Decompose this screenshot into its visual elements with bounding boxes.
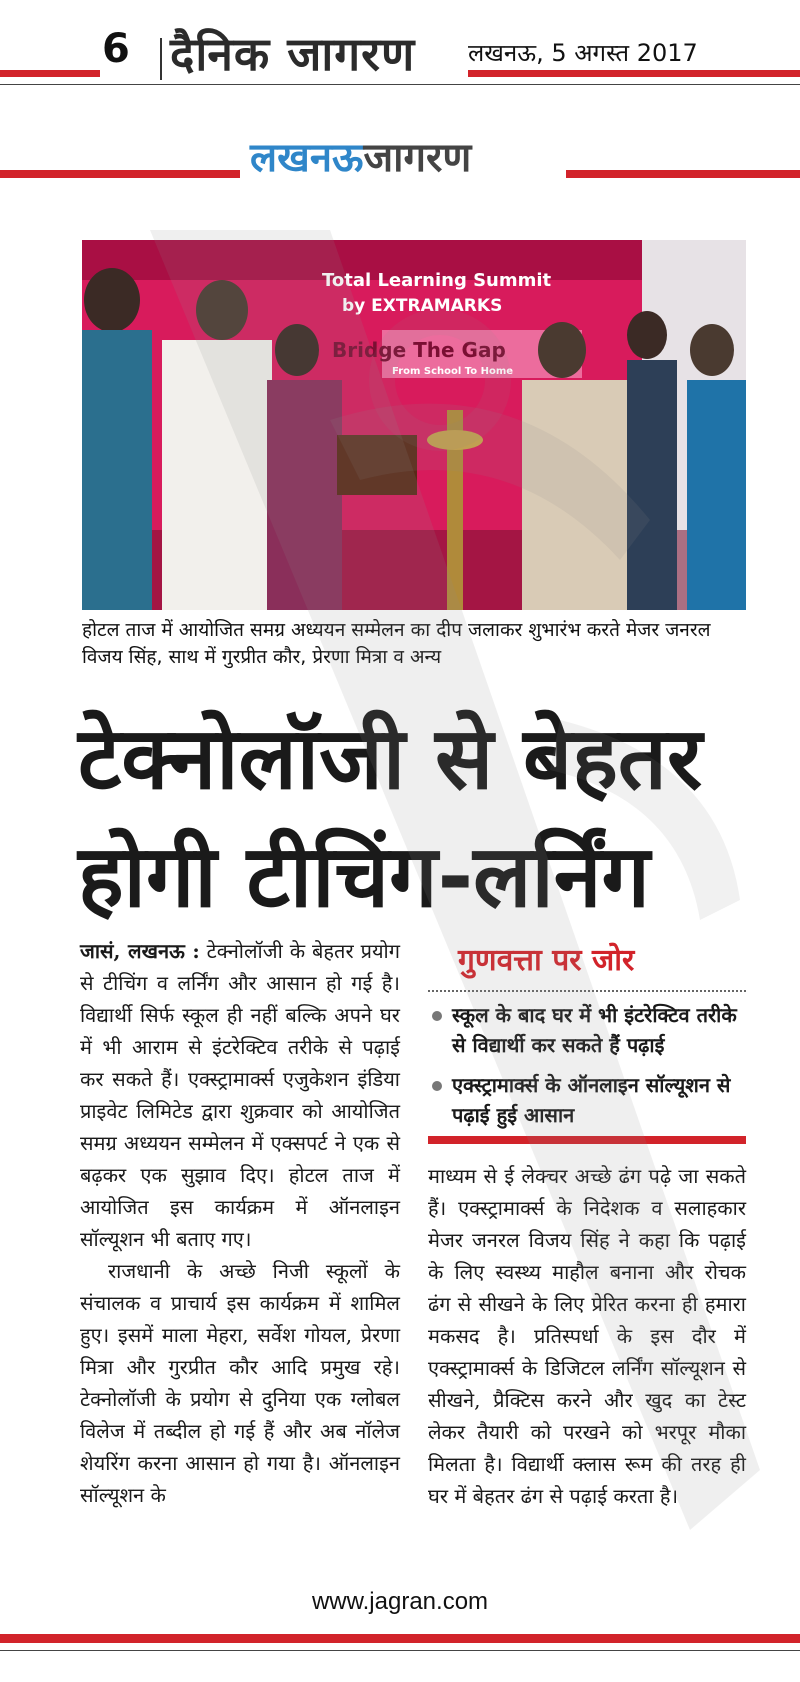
article-paragraph-1: टेक्नोलॉजी के बेहतर प्रयोग से टीचिंग व लर्निंग और आसान हो गई है। विद्यार्थी सिर्फ स्कूल ही नहीं बल्कि अपने घर में भी आराम से इंटरेक्टिव तरीके से पढ़ाई कर सकते हैं। एक्स्ट्रामार्क्स एजुकेशन इंडिया प्राइवेट लिमिटेड द्वारा शुक्रवार को आयोजित समग्र अध्ययन सम्मेलन में एक्सपर्ट ने एक से बढ़कर एक सुझाव दिए। होटल ताज में आयोजित इस कार्यक्रम में ऑनलाइन सॉल्यूशन भी बताए गए। <box>80 939 400 1251</box>
article-column-right <box>428 1160 746 1512</box>
sidebar-title: गुणवत्ता पर जोर <box>458 943 635 978</box>
headline-line-2: होगी टीचिंग-लर्निंग <box>78 827 650 927</box>
section-brand <box>250 128 471 183</box>
section-brand-name: जागरण <box>363 135 472 181</box>
byline: जासं, लखनऊ : <box>80 939 200 963</box>
event-photo <box>82 240 746 610</box>
headline-line-1: टेक्नोलॉजी से बेहतर <box>78 709 703 809</box>
section-right-band <box>566 170 800 178</box>
banner-line-2: by EXTRAMARKS <box>342 296 503 316</box>
masthead-left-band <box>0 70 100 77</box>
masthead-divider <box>160 38 162 80</box>
footer-rule <box>0 1650 800 1651</box>
footer-url: www.jagran.com <box>311 1588 489 1615</box>
newspaper-name: दैनिक जागरण <box>170 27 416 81</box>
banner-line-1: Total Learning Summit <box>322 270 552 291</box>
masthead-right-band <box>468 70 800 77</box>
page-number: 6 <box>102 26 130 72</box>
article-paragraph-3: माध्यम से ई लेक्चर अच्छे ढंग पढ़े जा सकते हैं। एक्स्ट्रामार्क्स के निदेशक व सलाहकार मेजर जनरल विजय सिंह ने कहा कि पढ़ाई के लिए स्वस्थ्य माहौल बनाना और रोचक ढंग से सीखने के लिए प्रेरित करना ही हमारा मकसद है। प्रतिस्पर्धा के इस दौर में एक्स्ट्रामार्क्स के डिजिटल लर्निंग सॉल्यूशन से सीखने, प्रैक्टिस करने और खुद का टेस्ट लेकर तैयारी को परखने को भरपूर मौका मिलता है। विद्यार्थी क्लास रूम की तरह ही घर में बेहतर ढंग से पढ़ाई करता है। <box>428 1164 746 1508</box>
article-column-left <box>80 935 400 1511</box>
photo-caption: होटल ताज में आयोजित समग्र अध्ययन सम्मेलन का दीप जलाकर शुभारंभ करते मेजर जनरल विजय सिंह, साथ में गुरप्रीत कौर, प्रेरणा मित्रा व अन्य <box>82 619 711 668</box>
sidebar-point-1: स्कूल के बाद घर में भी इंटरेक्टिव तरीके से विद्यार्थी कर सकते हैं पढ़ाई <box>430 1000 748 1060</box>
sidebar-point-2: एक्स्ट्रामार्क्स के ऑनलाइन सॉल्यूशन से पढ़ाई हुई आसान <box>430 1070 748 1130</box>
sidebar-dotted-rule <box>428 990 746 992</box>
headline <box>78 700 768 936</box>
article-paragraph-2: राजधानी के अच्छे निजी स्कूलों के संचालक व प्राचार्य इस कार्यक्रम में शामिल हुए। इसमें माला मेहरा, सर्वेश गोयल, प्रेरणा मित्रा और गुरप्रीत कौर आदि प्रमुख रहे। टेक्नोलॉजी के प्रयोग से दुनिया एक ग्लोबल विलेज में तब्दील हो गई हैं और अब नॉलेज शेयरिंग करना आसान हो गया है। ऑनलाइन सॉल्यूशन के <box>80 1259 400 1507</box>
banner-line-4: From School To Home <box>392 366 514 377</box>
sidebar-bottom-rule <box>428 1136 746 1144</box>
section-city: लखनऊ <box>250 135 364 181</box>
sidebar-points <box>430 1000 748 1140</box>
banner-line-3: Bridge The Gap <box>332 338 506 362</box>
footer-band <box>0 1634 800 1643</box>
masthead-rule <box>0 84 800 85</box>
section-left-band <box>0 170 240 178</box>
dateline: लखनऊ, 5 अगस्त 2017 <box>468 39 698 67</box>
